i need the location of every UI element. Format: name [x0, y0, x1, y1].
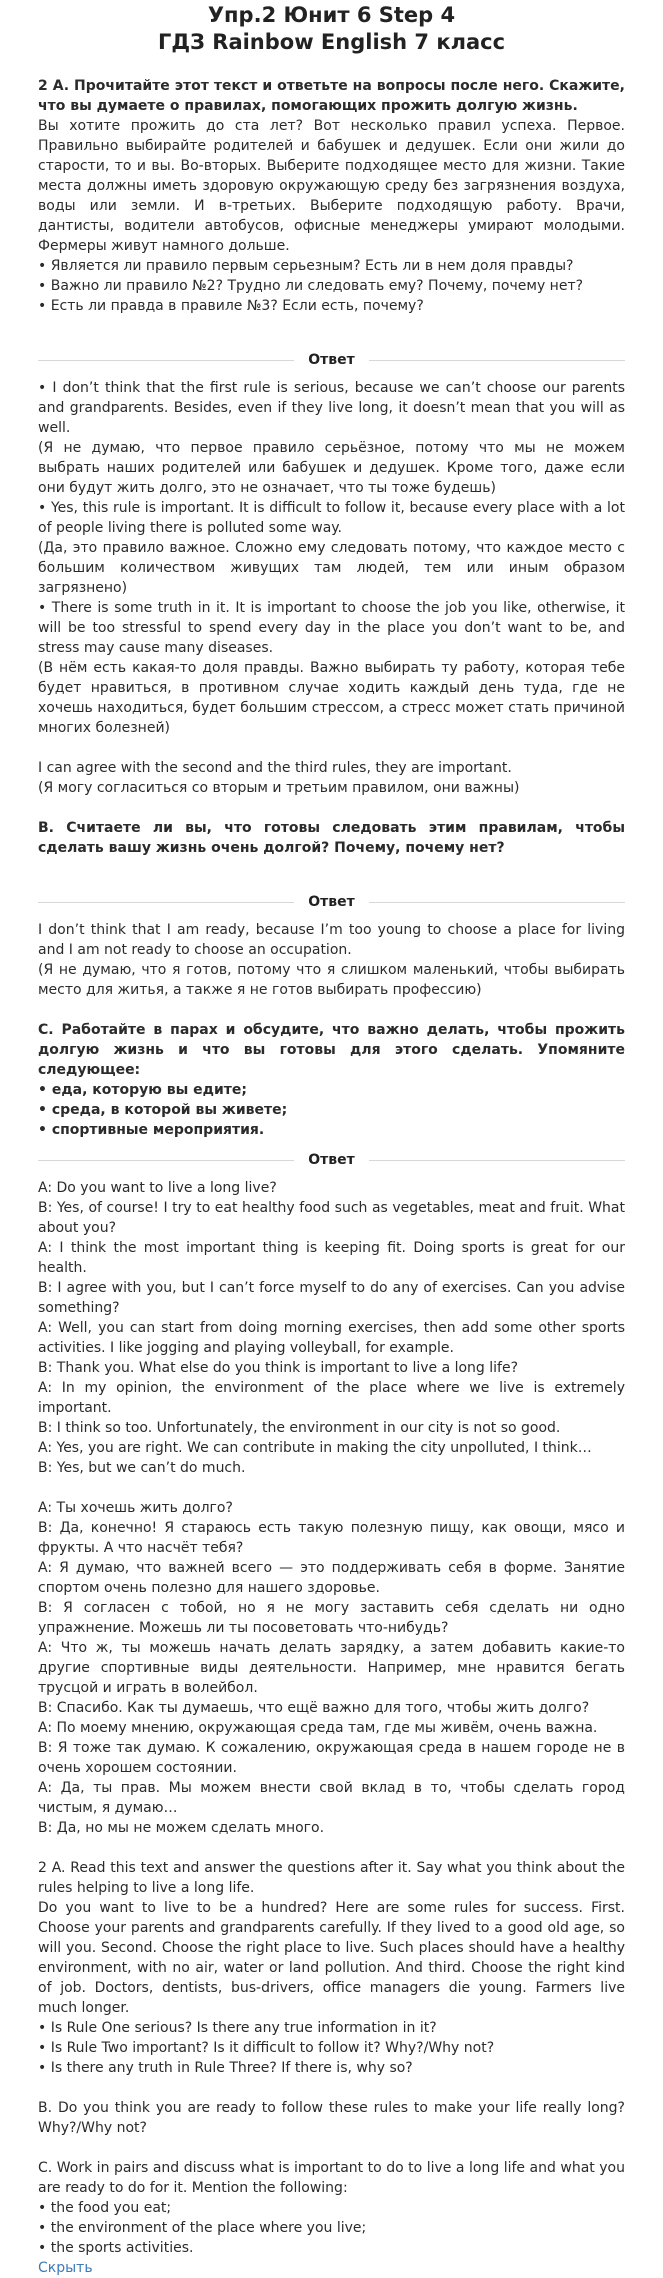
dialogue-line: A: Yes, you are right. We can contribute in making the city unpolluted, I think…: [38, 1440, 592, 1456]
dialogue-line-ru: A: Что ж, ты можешь начать делать зарядку, а затем добавить какие-то другие спортивные виды деятельности. Например, мне нравится бегать трусцой и играть в волейбол.: [38, 1640, 625, 1696]
answer-a-item: (Да, это правило важное. Сложно ему следовать потому, что каждое место с большим количеством живущих там людей, тем или иным образом загрязнено): [38, 540, 625, 596]
dialogue-line-ru: B: Я согласен с тобой, но я не могу заставить себя сделать ни одно упражнение. Можешь ли ты посоветовать что-нибудь?: [38, 1600, 625, 1636]
original-b-heading: B. Do you think you are ready to follow these rules to make your life really long? Why?/Why not?: [38, 2100, 625, 2136]
task-c-heading: C. Работайте в парах и обсудите, что важно делать, чтобы прожить долгую жизнь и что вы готовы для этого сделать. Упомяните следующее:: [38, 1022, 625, 1078]
dialogue-line-ru: B: Да, конечно! Я стараюсь есть такую полезную пищу, как овощи, мясо и фрукты. А что насчёт тебя?: [38, 1520, 625, 1556]
task-a-heading: 2 A. Прочитайте этот текст и ответьте на вопросы после него. Скажите, что вы думаете о правилах, помогающих прожить долгую жизнь.: [38, 78, 625, 114]
original-c-heading: C. Work in pairs and discuss what is important to do to live a long life and what you are ready to do for it. Mention the following:: [38, 2160, 625, 2196]
dialogue-line: B: Yes, but we can’t do much.: [38, 1460, 246, 1476]
collapse-link[interactable]: Скрыть: [38, 2260, 93, 2276]
divider-line: [38, 1160, 294, 1161]
answer-divider: [38, 894, 625, 910]
answer-b-en: I don’t think that I am ready, because I’m too young to choose a place for living and I am not ready to choose an occupation.: [38, 922, 625, 958]
original-a-question: • Is Rule Two important? Is it difficult to follow it? Why?/Why not?: [38, 2040, 495, 2056]
page-header: [38, 0, 625, 56]
divider-line: [38, 902, 294, 903]
dialogue-line-ru: A: Ты хочешь жить долго?: [38, 1500, 233, 1516]
original-c-item: • the sports activities.: [38, 2240, 194, 2256]
original-a-question: • Is there any truth in Rule Three? If there is, why so?: [38, 2060, 413, 2076]
dialogue-line: B: Thank you. What else do you think is important to live a long life?: [38, 1360, 519, 1376]
answer-a-item: (Я не думаю, что первое правило серьёзное, потому что мы не можем выбрать наших родителей или бабушек и дедушек. Кроме того, даже если они будут жить долго, это не означает, что ты тоже будешь): [38, 440, 625, 496]
answer-label: Ответ: [308, 352, 355, 368]
answer-b-ru: (Я не думаю, что я готов, потому что я слишком маленький, чтобы выбирать место для житья, а также я не готов выбирать профессию): [38, 962, 625, 998]
original-c-item: • the environment of the place where you live;: [38, 2220, 367, 2236]
dialogue-line-ru: B: Спасибо. Как ты думаешь, что ещё важно для того, чтобы жить долго?: [38, 1700, 590, 1716]
divider-line: [369, 902, 625, 903]
dialogue-line: A: Well, you can start from doing morning exercises, then add some other sports activities. I like jogging and playing volleyball, for example.: [38, 1320, 625, 1356]
task-c-item: • среда, в которой вы живете;: [38, 1102, 288, 1118]
dialogue-line: B: I agree with you, but I can’t force myself to do any of exercises. Can you advise something?: [38, 1280, 625, 1316]
answer-a-item: • There is some truth in it. It is important to choose the job you like, otherwise, it will be too stressful to spend every day in the place you don’t want to be, and stress may cause many diseases.: [38, 600, 625, 656]
task-a-question: • Является ли правило первым серьезным? Есть ли в нем доля правды?: [38, 258, 574, 274]
page-title: Упр.2 Юнит 6 Step 4: [207, 3, 456, 27]
answer-label: Ответ: [308, 894, 355, 910]
answer-divider: [38, 1152, 625, 1168]
dialogue-line: A: I think the most important thing is keeping fit. Doing sports is great for our health.: [38, 1240, 625, 1276]
original-a-question: • Is Rule One serious? Is there any true information in it?: [38, 2020, 437, 2036]
original-c-item: • the food you eat;: [38, 2200, 172, 2216]
divider-line: [369, 1160, 625, 1161]
dialogue-line-ru: B: Да, но мы не можем сделать много.: [38, 1820, 325, 1836]
answer-a-conclusion: I can agree with the second and the third rules, they are important.: [38, 760, 512, 776]
dialogue-line-ru: A: По моему мнению, окружающая среда там, где мы живём, очень важна.: [38, 1720, 598, 1736]
dialogue-line-ru: A: Я думаю, что важней всего — это поддерживать себя в форме. Занятие спортом очень полезно для нашего здоровье.: [38, 1560, 625, 1596]
divider-line: [38, 360, 294, 361]
answer-a-item: • Yes, this rule is important. It is difficult to follow it, because every place with a lot of people living there is polluted some way.: [38, 500, 625, 536]
divider-line: [369, 360, 625, 361]
page-subtitle: ГДЗ Rainbow English 7 класс: [157, 30, 506, 54]
task-a-question: • Важно ли правило №2? Трудно ли следовать ему? Почему, почему нет?: [38, 278, 584, 294]
task-c-item: • еда, которую вы едите;: [38, 1082, 247, 1098]
dialogue-line-ru: A: Да, ты прав. Мы можем внести свой вклад в то, чтобы сделать город чистым, я думаю…: [38, 1780, 625, 1816]
answer-a-conclusion-ru: (Я могу согласиться со вторым и третьим правилом, они важны): [38, 780, 520, 796]
answer-a-item: (В нём есть какая-то доля правды. Важно выбирать ту работу, которая тебе будет нравиться, в противном случае ходить каждый день туда, где не хочешь находиться, будет большим стрессом, а стресс может стать причиной многих болезней): [38, 660, 625, 736]
original-a-text: Do you want to live to be a hundred? Here are some rules for success. First. Choose your parents and grandparents carefully. If they lived to a good old age, so will you. Second. Choose the right place to live. Such places should have a healthy environment, with no air, water or land pollution. And third. Choose the right kind of job. Doctors, dentists, bus-drivers, office managers die young. Farmers live much longer.: [38, 1900, 625, 2016]
answer-label: Ответ: [308, 1152, 355, 1168]
task-a-text: Вы хотите прожить до ста лет? Вот несколько правил успеха. Первое. Правильно выбирайте родителей и бабушек и дедушек. Если они жили до старости, то и вы. Во-вторых. Выберите подходящее место для жизни. Такие места должны иметь здоровую окружающую среду без загрязнения воздуха, воды или земли. И в-третьих. Выберите подходящую работу. Врачи, дантисты, водители автобусов, офисные менеджеры умирают молодыми. Фермеры живут намного дольше.: [38, 118, 625, 254]
task-b-heading: B. Считаете ли вы, что готовы следовать этим правилам, чтобы сделать вашу жизнь очень долгой? Почему, почему нет?: [38, 820, 625, 856]
dialogue-line: B: Yes, of course! I try to eat healthy food such as vegetables, meat and fruit. What about you?: [38, 1200, 625, 1236]
dialogue-line: B: I think so too. Unfortunately, the environment in our city is not so good.: [38, 1420, 561, 1436]
answer-a-item: • I don’t think that the first rule is serious, because we can’t choose our parents and grandparents. Besides, even if they live long, it doesn’t mean that you will as well.: [38, 380, 625, 436]
dialogue-line: A: In my opinion, the environment of the place where we live is extremely important.: [38, 1380, 625, 1416]
dialogue-line: A: Do you want to live a long live?: [38, 1180, 277, 1196]
original-a-heading: 2 A. Read this text and answer the questions after it. Say what you think about the rules helping to live a long life.: [38, 1860, 625, 1896]
task-a-question: • Есть ли правда в правиле №3? Если есть, почему?: [38, 298, 424, 314]
task-c-item: • спортивные мероприятия.: [38, 1122, 265, 1138]
dialogue-line-ru: B: Я тоже так думаю. К сожалению, окружающая среда в нашем городе не в очень хорошем состоянии.: [38, 1740, 625, 1776]
answer-divider: [38, 352, 625, 368]
